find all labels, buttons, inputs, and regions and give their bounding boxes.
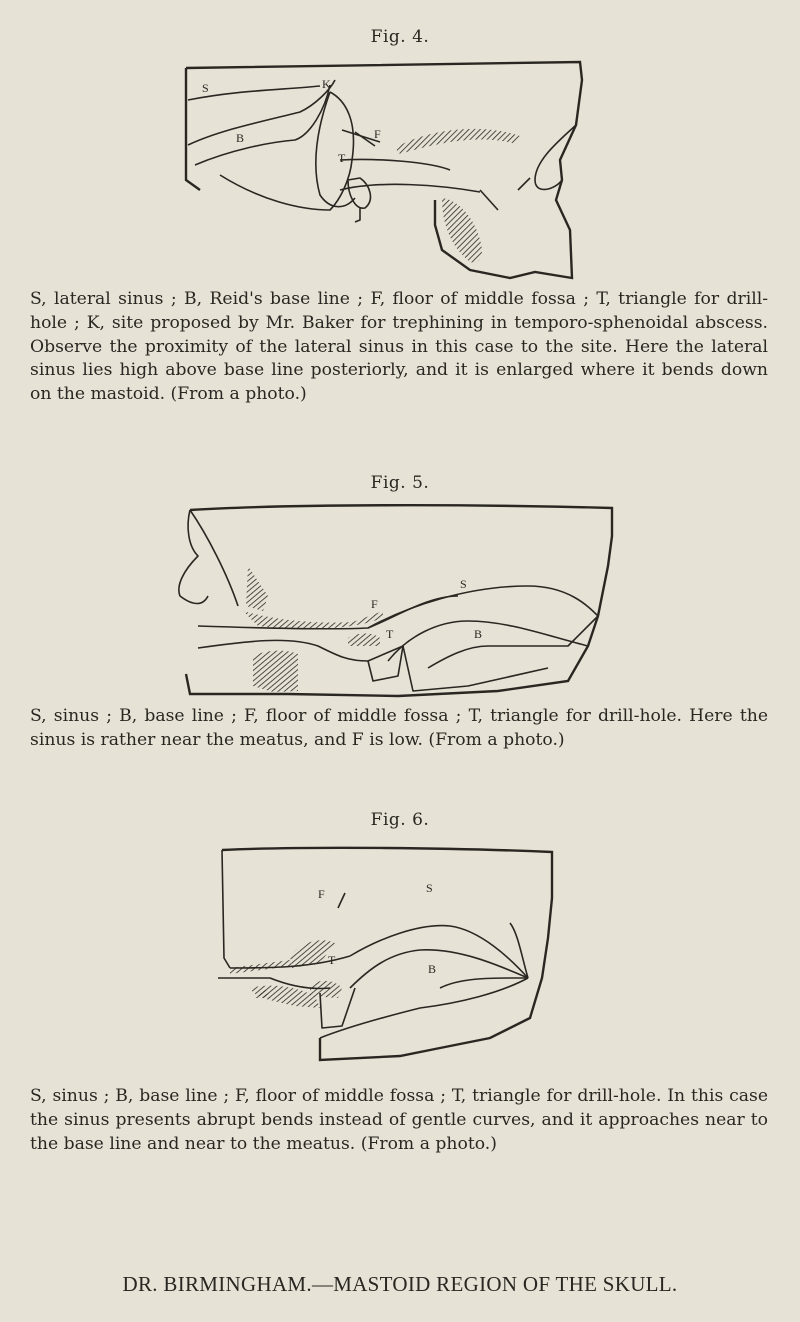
figure-5-illustration [168, 496, 618, 706]
figure-4-caption: S, lateral sinus ; B, Reid's base line ; F, floor of middle fossa ; T, triangle for drill-hole ; K, site proposed by Mr. Baker for trephining in temporo-sphenoidal abscess. Observe the proximity of the lateral sinus in this case to the site. Here the lateral sinus lies high above base line posteriorly, and it is enlarged where it bends down on the mastoid. (From a photo.) [30, 289, 768, 405]
figure-5-label-t: T [386, 627, 394, 641]
figure-6-label-s: S [426, 881, 433, 895]
figure-4-label-b: B [236, 131, 245, 145]
figure-4-label-t: T [338, 151, 346, 165]
figure-5-caption: S, sinus ; B, base line ; F, floor of middle fossa ; T, triangle for drill-hole. Here the sinus is rather near the meatus, and F is low. (From a photo.) [30, 706, 768, 750]
figure-6-label-t: T [328, 953, 336, 967]
figure-6-label-b: B [428, 962, 437, 976]
figure-4-title: Fig. 4. [370, 27, 430, 47]
figure-4-illustration [180, 50, 600, 285]
figure-6-illustration [210, 838, 560, 1073]
figure-4-label-s: S [202, 81, 209, 95]
figure-6-title: Fig. 6. [370, 810, 430, 830]
figure-5-label-f: F [371, 597, 378, 611]
figure-6-caption: S, sinus ; B, base line ; F, floor of middle fossa ; T, triangle for drill-hole. In this case the sinus presents abrupt bends instead of gentle curves, and it approaches near to the base line and near to the meatus. (From a photo.) [30, 1086, 768, 1154]
figure-4-label-k: K [322, 77, 331, 91]
figure-5-label-b: B [474, 627, 483, 641]
figure-5-title: Fig. 5. [370, 473, 430, 493]
plate-footer-title: DR. BIRMINGHAM.—MASTOID REGION OF THE SKULL. [122, 1272, 678, 1296]
figure-4-label-f: F [374, 127, 381, 141]
figure-6-label-f: F [318, 887, 325, 901]
figure-5-label-s: S [460, 577, 467, 591]
